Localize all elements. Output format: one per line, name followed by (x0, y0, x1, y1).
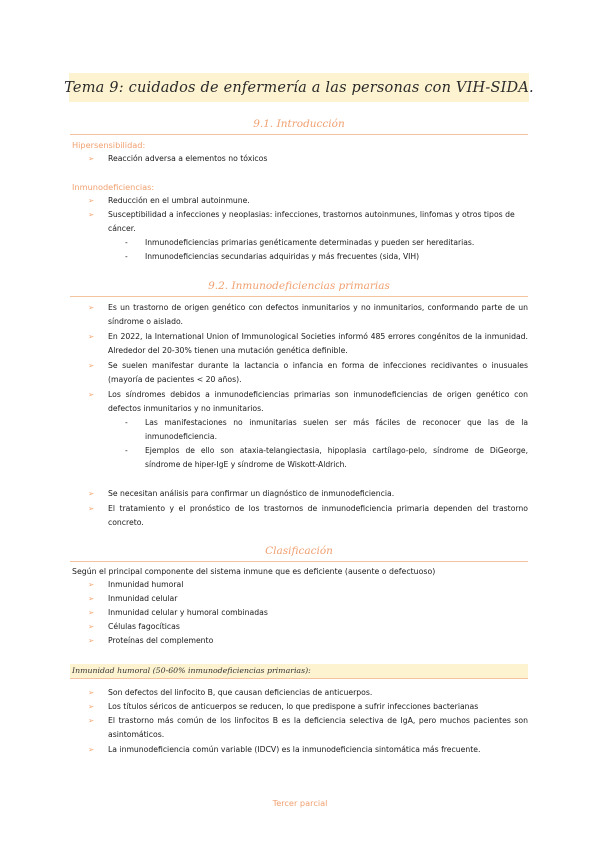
arrow-bullet-icon: ➢ (88, 622, 95, 631)
sub-list-item: - Ejemplos de ello son ataxia-telangiectasia, hipoplasia cartílago-pelo, síndrome de DiGeorge, síndrome de hiper-IgE y síndrome de Wiskott-Aldrich. (125, 444, 528, 471)
classification-intro: Según el principal componente del sistema inmune que es deficiente (ausente o defectuoso) (72, 567, 436, 576)
sub-list-item: - Las manifestaciones no inmunitarias suelen ser más fáciles de reconocer que las de la inmunodeficiencia. (125, 416, 528, 443)
arrow-bullet-icon: ➢ (88, 580, 95, 589)
arrow-bullet-icon: ➢ (88, 716, 95, 725)
list-item: ➢ Inmunidad humoral (88, 578, 528, 592)
label-hipersensibilidad: Hipersensibilidad: (72, 140, 146, 150)
label-inmunodeficiencias: Inmunodeficiencias: (72, 182, 155, 192)
humoral-label-banner (70, 664, 528, 679)
page-footer: Tercer parcial (272, 798, 328, 808)
arrow-bullet-icon: ➢ (88, 390, 95, 399)
list-item: ➢ El trastorno más común de los linfocitos B es la deficiencia selectiva de IgA, pero muchos pacientes son asintomáticos. (88, 714, 528, 741)
list-item: ➢ Es un trastorno de origen genético con defectos inmunitarios y no inmunitarios, conformando parte de un síndrome o aislado. (88, 301, 528, 328)
arrow-bullet-icon: ➢ (88, 154, 95, 163)
arrow-bullet-icon: ➢ (88, 688, 95, 697)
arrow-bullet-icon: ➢ (88, 594, 95, 603)
arrow-bullet-icon: ➢ (88, 636, 95, 645)
arrow-bullet-icon: ➢ (88, 489, 95, 498)
title-banner (64, 73, 534, 102)
list-item: ➢ El tratamiento y el pronóstico de los trastornos de inmunodeficiencia primaria dependen del trastorno concreto. (88, 502, 528, 529)
list-item: ➢ Se necesitan análisis para confirmar un diagnóstico de inmunodeficiencia. (88, 487, 528, 501)
list-item: ➢ Células fagocíticas (88, 620, 528, 634)
arrow-bullet-icon: ➢ (88, 332, 95, 341)
list-item: ➢ Reducción en el umbral autoinmune. (88, 194, 528, 208)
list-item: ➢ Proteínas del complemento (88, 634, 528, 648)
list-item: ➢ En 2022, la International Union of Immunological Societies informó 485 errores congénitos de la inmunidad. Alrededor del 20-30% tienen una mutación genética definible. (88, 330, 528, 357)
section-heading-primarias: 9.2. Inmunodeficiencias primarias (70, 280, 528, 297)
sub-list-item: - Inmunodeficiencias secundarias adquiridas y más frecuentes (sida, VIH) (125, 250, 528, 264)
list-item: ➢ Son defectos del linfocito B, que causan deficiencias de anticuerpos. (88, 686, 528, 700)
page-title: Tema 9: cuidados de enfermería a las personas con VIH-SIDA. (64, 79, 534, 96)
arrow-bullet-icon: ➢ (88, 702, 95, 711)
list-item: ➢ Reacción adversa a elementos no tóxicos (88, 152, 528, 166)
section-heading-introduccion: 9.1. Introducción (70, 118, 528, 135)
sub-list-item: - Inmunodeficiencias primarias genéticamente determinadas y pueden ser hereditarias. (125, 236, 528, 250)
arrow-bullet-icon: ➢ (88, 504, 95, 513)
dash-bullet-icon: - (125, 252, 128, 261)
list-item: ➢ Inmunidad celular (88, 592, 528, 606)
arrow-bullet-icon: ➢ (88, 745, 95, 754)
arrow-bullet-icon: ➢ (88, 196, 95, 205)
list-item: ➢ Los títulos séricos de anticuerpos se reducen, lo que predispone a sufrir infecciones bacterianas (88, 700, 528, 714)
dash-bullet-icon: - (125, 446, 128, 455)
arrow-bullet-icon: ➢ (88, 303, 95, 312)
arrow-bullet-icon: ➢ (88, 361, 95, 370)
list-item: ➢ La inmunodeficiencia común variable (IDCV) es la inmunodeficiencia sintomática más frecuente. (88, 743, 528, 757)
dash-bullet-icon: - (125, 238, 128, 247)
humoral-label: Inmunidad humoral (50-60% inmunodeficiencias primarias): (72, 666, 311, 675)
arrow-bullet-icon: ➢ (88, 210, 95, 219)
section-heading-clasificacion: Clasificación (70, 545, 528, 562)
list-item: ➢ Inmunidad celular y humoral combinadas (88, 606, 528, 620)
list-item: ➢ Los síndromes debidos a inmunodeficiencias primarias son inmunodeficiencias de origen genético con defectos inmunitarios y no inmunitarios. (88, 388, 528, 415)
list-item: ➢ Susceptibilidad a infecciones y neoplasias: infecciones, trastornos autoinmunes, linfomas y otros tipos de cáncer. (88, 208, 528, 235)
dash-bullet-icon: - (125, 418, 128, 427)
arrow-bullet-icon: ➢ (88, 608, 95, 617)
list-item: ➢ Se suelen manifestar durante la lactancia o infancia en forma de infecciones recidivantes o inusuales (mayoría de pacientes < 20 años). (88, 359, 528, 386)
